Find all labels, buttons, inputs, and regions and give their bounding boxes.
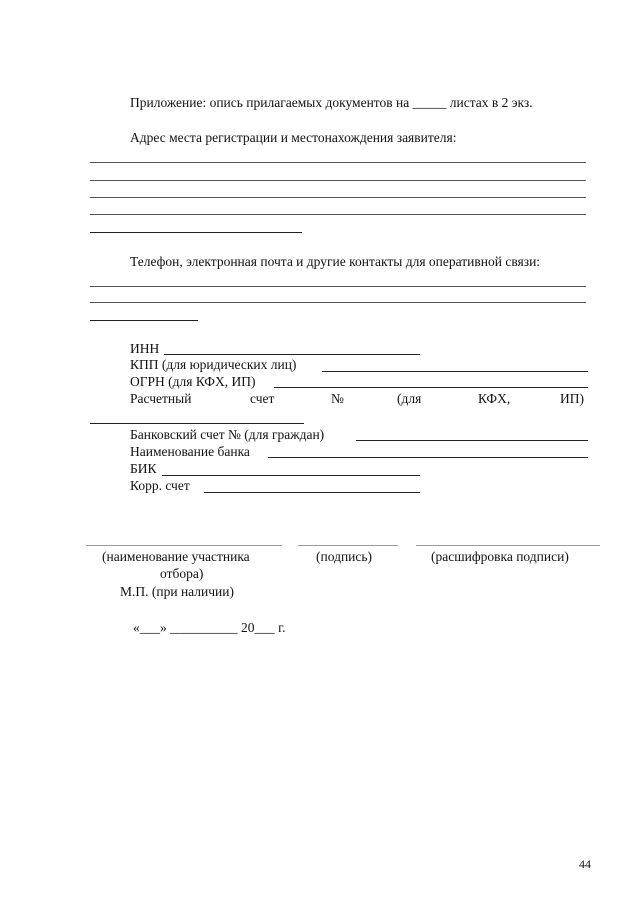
date-year-blank: ___ xyxy=(254,620,275,635)
attachment-suffix: листах в 2 экз. xyxy=(449,95,533,110)
account-word-2: счет xyxy=(250,391,275,406)
date-month-blank: __________ xyxy=(170,620,238,635)
kpp-line xyxy=(322,371,588,372)
account-word-1: Расчетный xyxy=(130,391,192,406)
account-line xyxy=(90,423,304,424)
bank-account-label: Банковский счет № (для граждан) xyxy=(130,427,325,442)
contacts-label: Телефон, электронная почта и другие контакты для оперативной связи: xyxy=(130,254,541,269)
inn-line xyxy=(164,354,420,355)
page-number: 44 xyxy=(579,857,591,871)
corr-account-line xyxy=(204,492,420,493)
date-line xyxy=(133,620,286,636)
account-word-3: № xyxy=(331,391,344,406)
attachment-sheets-blank: _____ xyxy=(412,95,447,110)
address-line-4 xyxy=(90,214,586,215)
date-open-quote: « xyxy=(133,620,140,635)
contacts-line-2 xyxy=(90,302,586,303)
contacts-line-1 xyxy=(90,286,586,287)
contacts-line-3 xyxy=(90,320,198,321)
attachment-line xyxy=(130,95,533,111)
date-suffix: г. xyxy=(278,620,286,635)
decoding-line xyxy=(416,545,600,546)
address-label: Адрес места регистрации и местонахождения заявителя: xyxy=(130,130,457,145)
date-close-quote: » xyxy=(160,620,167,635)
account-word-6: ИП) xyxy=(560,391,584,406)
corr-account-label: Корр. счет xyxy=(130,478,190,493)
address-line-1 xyxy=(90,162,586,163)
address-line-2 xyxy=(90,180,586,181)
sign-caption: (подпись) xyxy=(316,549,373,564)
ogrn-label: ОГРН (для КФХ, ИП) xyxy=(130,374,256,389)
bik-line xyxy=(162,475,420,476)
ogrn-line xyxy=(274,387,588,388)
date-day-blank: ___ xyxy=(139,620,160,635)
bik-label: БИК xyxy=(130,461,157,476)
bank-account-line xyxy=(356,440,588,441)
account-word-4: (для xyxy=(397,391,422,406)
kpp-label: КПП (для юридических лиц) xyxy=(130,357,297,372)
stamp-caption: М.П. (при наличии) xyxy=(120,584,234,599)
date-year-prefix: 20 xyxy=(241,620,255,635)
sign-line xyxy=(298,545,398,546)
participant-caption-1: (наименование участника xyxy=(102,549,250,564)
bank-name-label: Наименование банка xyxy=(130,444,250,459)
attachment-label: Приложение: опись прилагаемых документов на xyxy=(130,95,410,110)
bank-name-line xyxy=(268,457,588,458)
address-line-5 xyxy=(90,232,302,233)
inn-label: ИНН xyxy=(130,341,160,356)
participant-signature-line xyxy=(86,545,282,546)
participant-caption-2: отбора) xyxy=(160,566,204,581)
decoding-caption: (расшифровка подписи) xyxy=(431,549,569,564)
account-word-5: КФХ, xyxy=(478,391,511,406)
address-line-3 xyxy=(90,197,586,198)
